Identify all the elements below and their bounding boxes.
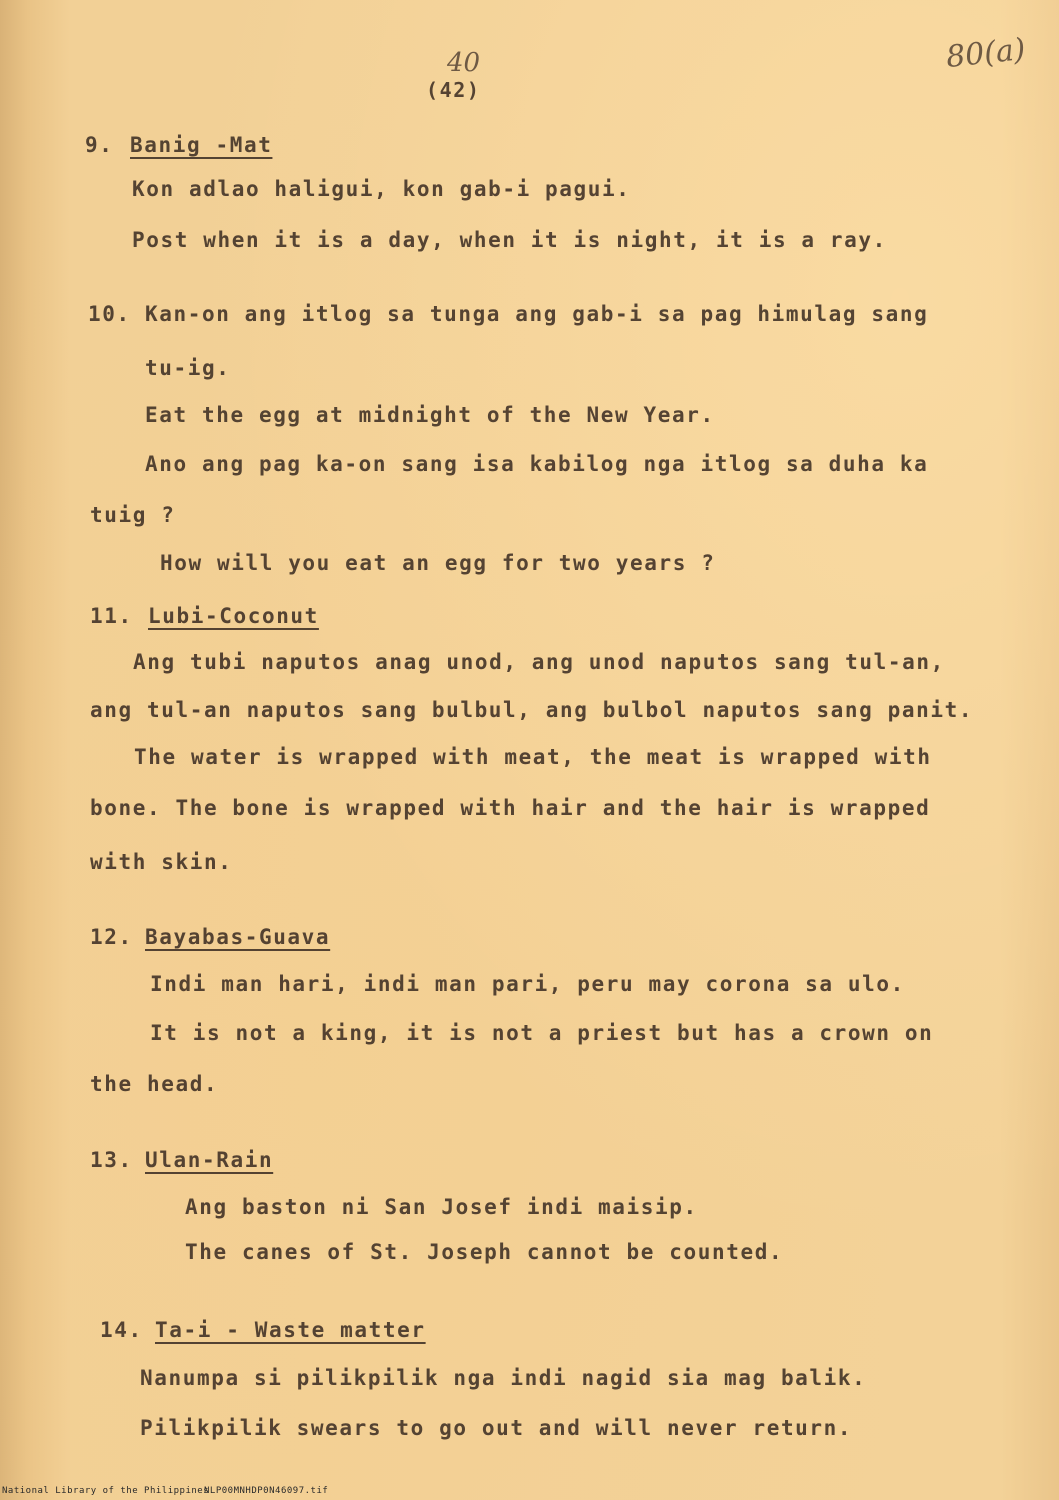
item-10-heading-cont: tu-ig.: [145, 356, 231, 380]
item-10-riddle-cont: tuig ?: [90, 503, 176, 527]
item-11-translation-line-1: The water is wrapped with meat, the meat is wrapped with: [134, 745, 932, 769]
item-10-translation: Eat the egg at midnight of the New Year.: [145, 403, 715, 427]
handwritten-page-number: 40: [447, 48, 481, 78]
item-10-heading: 10. Kan-on ang itlog sa tunga ang gab-i sa pag himulag sang: [88, 302, 929, 326]
item-9-heading: Banig -Mat: [130, 133, 273, 157]
item-10-riddle: Ano ang pag ka-on sang isa kabilog nga itlog sa duha ka: [145, 452, 929, 476]
item-11-translation-line-2: bone. The bone is wrapped with hair and the hair is wrapped: [90, 796, 931, 820]
item-14-translation: Pilikpilik swears to go out and will never return.: [140, 1416, 853, 1440]
item-13-number: 13.: [90, 1148, 133, 1172]
item-12-translation-line-2: the head.: [90, 1072, 219, 1096]
typed-page-number: (42): [426, 78, 481, 102]
item-14-heading: Ta-i - Waste matter: [155, 1318, 426, 1342]
item-9-riddle: Kon adlao haligui, kon gab-i pagui.: [132, 177, 631, 201]
item-12-heading: Bayabas-Guava: [145, 925, 331, 949]
handwritten-corner-note: 80(a): [944, 31, 1028, 76]
item-9-translation: Post when it is a day, when it is night, it is a ray.: [132, 228, 887, 252]
item-12-translation-line-1: It is not a king, it is not a priest but has a crown on: [150, 1021, 934, 1045]
item-13-translation: The canes of St. Joseph cannot be counted.: [185, 1240, 784, 1264]
item-10-riddle-translation: How will you eat an egg for two years ?: [160, 551, 716, 575]
item-12-riddle: Indi man hari, indi man pari, peru may corona sa ulo.: [150, 972, 905, 996]
item-11-riddle-line-2: ang tul-an naputos sang bulbul, ang bulbol naputos sang panit.: [90, 698, 974, 722]
item-12-number: 12.: [90, 925, 133, 949]
item-14-number: 14.: [100, 1318, 143, 1342]
item-11-heading: Lubi-Coconut: [148, 604, 319, 628]
item-14-riddle: Nanumpa si pilikpilik nga indi nagid sia mag balik.: [140, 1366, 867, 1390]
item-13-heading: Ulan-Rain: [145, 1148, 274, 1172]
item-13-riddle: Ang baston ni San Josef indi maisip.: [185, 1195, 698, 1219]
item-11-translation-line-3: with skin.: [90, 850, 233, 874]
item-9-number: 9.: [85, 133, 114, 157]
item-11-number: 11.: [90, 604, 133, 628]
item-11-riddle-line-1: Ang tubi naputos anag unod, ang unod naputos sang tul-an,: [133, 650, 945, 674]
footer-library-name: National Library of the Philippines: [2, 1486, 210, 1496]
footer-file-id: NLP00MNHDP0N46097.tif: [204, 1486, 329, 1496]
